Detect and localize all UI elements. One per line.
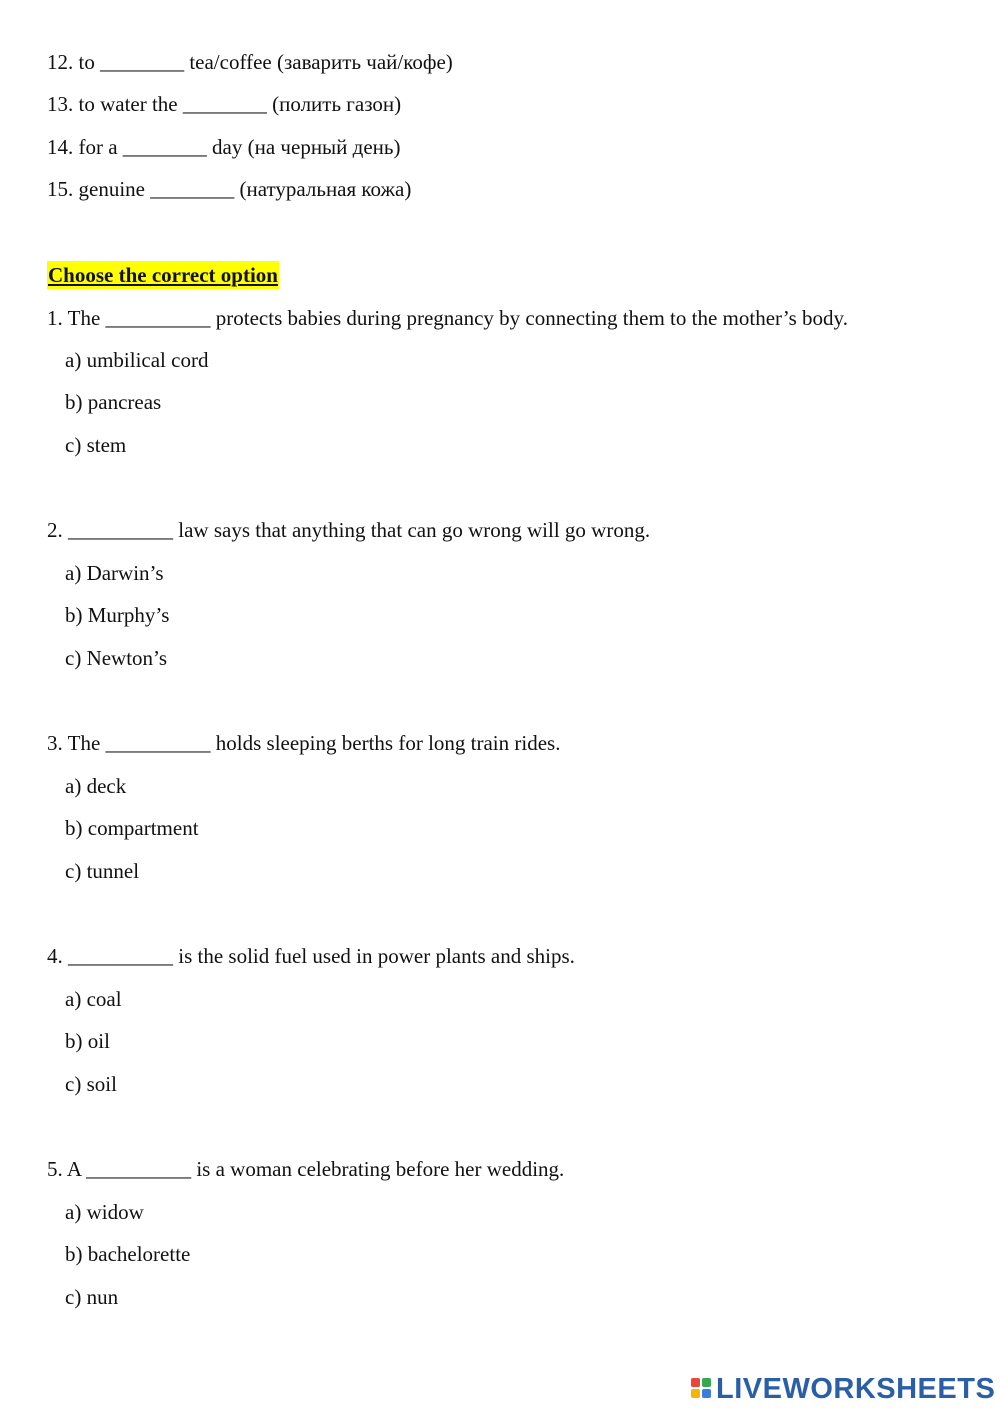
liveworksheets-logo-icon <box>691 1378 713 1400</box>
question-5-option-b[interactable]: b) bachelorette <box>65 1242 191 1266</box>
fill-in-item-14: 14. for a ________ day (на черный день) <box>47 135 401 159</box>
question-4-option-a[interactable]: a) coal <box>65 987 122 1011</box>
question-5-option-c[interactable]: c) nun <box>65 1285 119 1309</box>
logo-text: LIVEWORKSHEETS <box>716 1373 996 1405</box>
question-2-text: 2. __________ law says that anything that can go wrong will go wrong. <box>47 518 651 542</box>
question-3-option-c[interactable]: c) tunnel <box>65 859 140 883</box>
question-5-option-a[interactable]: a) widow <box>65 1200 144 1224</box>
section-heading: Choose the correct option <box>48 263 278 287</box>
question-1-option-a[interactable]: a) umbilical cord <box>65 348 209 372</box>
logo-square-red <box>691 1378 700 1387</box>
question-1-option-b[interactable]: b) pancreas <box>65 390 162 414</box>
question-4-text: 4. __________ is the solid fuel used in power plants and ships. <box>47 944 575 968</box>
fill-in-item-12: 12. to ________ tea/coffee (заварить чай/кофе) <box>47 50 453 74</box>
liveworksheets-logo[interactable] <box>691 1373 995 1405</box>
question-3-text: 3. The __________ holds sleeping berths for long train rides. <box>47 731 561 755</box>
question-4-option-b[interactable]: b) oil <box>65 1029 110 1053</box>
question-2-option-c[interactable]: c) Newton’s <box>65 646 168 670</box>
fill-in-item-15: 15. genuine ________ (натуральная кожа) <box>47 177 412 201</box>
logo-square-yellow <box>691 1389 700 1398</box>
question-3-option-a[interactable]: a) deck <box>65 774 127 798</box>
logo-square-green <box>702 1378 711 1387</box>
question-1-option-c[interactable]: c) stem <box>65 433 127 457</box>
fill-in-item-13: 13. to water the ________ (полить газон) <box>47 92 402 116</box>
question-5-text: 5. A __________ is a woman celebrating before her wedding. <box>47 1157 565 1181</box>
logo-square-blue <box>702 1389 711 1398</box>
question-2-option-b[interactable]: b) Murphy’s <box>65 603 170 627</box>
question-3-option-b[interactable]: b) compartment <box>65 816 199 840</box>
question-2-option-a[interactable]: a) Darwin’s <box>65 561 164 585</box>
question-1-text: 1. The __________ protects babies during pregnancy by connecting them to the mother’s body. <box>47 306 848 330</box>
question-4-option-c[interactable]: c) soil <box>65 1072 117 1096</box>
